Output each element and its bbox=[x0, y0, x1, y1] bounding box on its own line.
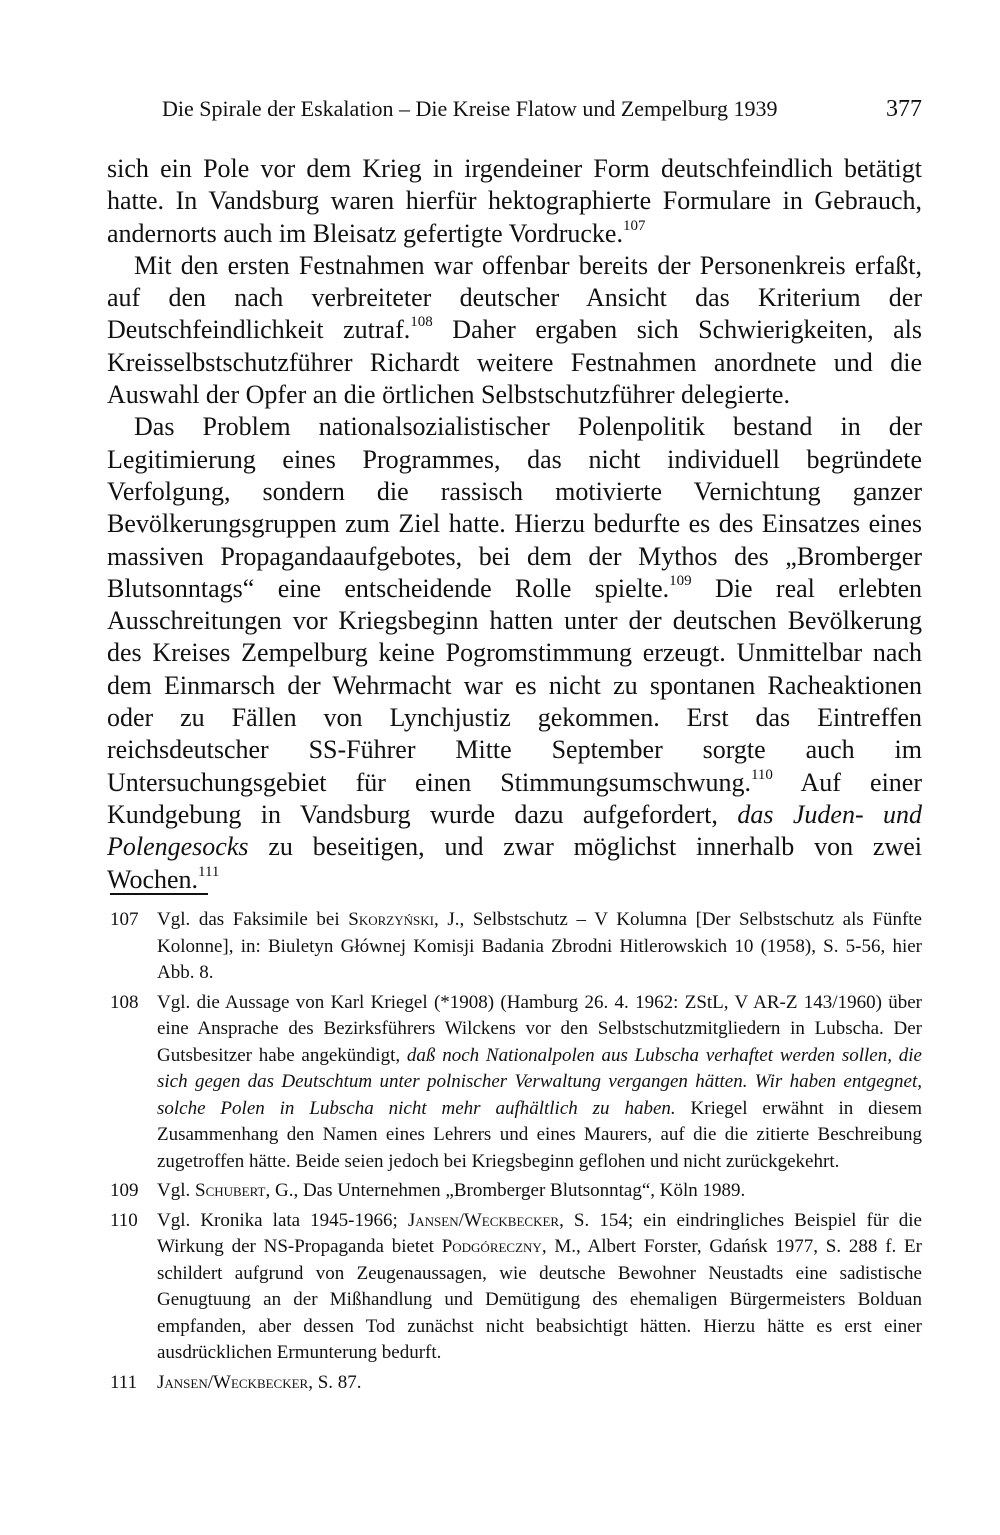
footnote-109 bbox=[110, 1178, 922, 1205]
author-name: Skorzyński bbox=[348, 909, 434, 930]
author-name: Jansen/Weckbecker bbox=[407, 1209, 560, 1231]
text-span: sich ein Pole vor dem Krieg in irgendeiner Form deutschfeindlich betätigt hatte. In Vandsburg waren hierfür hektographierte Formulare in Gebrauch, andernorts auch im Bleisatz gefertigte Vordrucke. bbox=[107, 154, 922, 248]
paragraph-1 bbox=[107, 153, 922, 250]
paragraph-3 bbox=[107, 411, 922, 895]
footnote-text bbox=[157, 1178, 922, 1205]
footnote-number: 109 bbox=[110, 1180, 139, 1201]
footnote-ref-107: 107 bbox=[622, 217, 646, 234]
page-number: 377 bbox=[886, 96, 922, 122]
footnote-number: 110 bbox=[110, 1209, 138, 1231]
text-span: Die real erlebten Ausschreitungen vor Kriegsbeginn hatten unter der deutschen Bevölkerung des Kreises Zempelburg keine Pogromstimmung erzeugt. Unmittelbar nach dem Einmarsch der Wehrmacht war es nicht zu spontanen Racheaktionen oder zu Fällen von Lynchjustiz gekommen. Erst das Eintreffen reichsdeutscher SS-Führer Mitte September sorgte auch im Untersuchungsgebiet für einen Stimmungsumschwung. bbox=[107, 573, 922, 797]
footnote-divider bbox=[110, 893, 208, 895]
page-header bbox=[162, 92, 922, 126]
footnote-ref-110: 110 bbox=[750, 766, 773, 783]
footnote-text bbox=[157, 990, 922, 1176]
text-span: Mit den ersten Festnahmen war offenbar bereits der Personenkreis erfaßt, auf den nach verbreiteter deutscher Ansicht das Kriterium der Deutschfeindlichkeit zutraf. bbox=[107, 250, 922, 345]
footnote-text bbox=[157, 1370, 922, 1397]
footnote-110 bbox=[110, 1208, 922, 1367]
footnote-ref-108: 108 bbox=[410, 314, 433, 331]
text-span: zu beseitigen, und zwar möglichst innerhalb von zwei Wochen. bbox=[107, 832, 922, 894]
footnote-text bbox=[157, 907, 922, 987]
author-name: Podgóreczny bbox=[441, 1236, 542, 1257]
text-span: Vgl. Kronika lata 1945-1966; bbox=[157, 1209, 408, 1231]
main-text bbox=[107, 153, 922, 896]
text-span: Daher ergaben sich Schwierigkeiten, als Kreisselbstschutzführer Richardt weitere Festnahmen anordnete und die Auswahl der Opfer an die örtlichen Selbstschutzführer delegierte. bbox=[107, 315, 922, 410]
author-name: Jansen/Weckbecker bbox=[157, 1371, 309, 1393]
footnote-108 bbox=[110, 990, 922, 1176]
text-span: Vgl. das Faksimile bei bbox=[157, 909, 349, 930]
footnote-ref-111: 111 bbox=[198, 863, 220, 880]
footnote-number: 107 bbox=[110, 909, 139, 930]
footnotes bbox=[110, 907, 922, 1396]
italic-quote: daß noch Nationalpolen aus Lubscha verhaftet werden sollen, die sich gegen das Deutschtum unter polnischer Verwaltung vergangen hätten. Wir haben entgegnet, solche Polen in Lubscha nicht mehr aufhältlich zu haben. bbox=[157, 1044, 922, 1119]
text-span: Kriegel erwähnt in diesem Zusammenhang den Namen eines Lehrers und eines Maurers, auf die die zitierte Beschreibung zugetroffen hätte. Beide seien jedoch bei Kriegsbeginn geflohen und nicht zurückgekehrt. bbox=[157, 1097, 922, 1172]
footnote-number: 111 bbox=[110, 1371, 138, 1393]
text-span: , J., Selbstschutz – V Kolumna [Der Selbstschutz als Fünfte Kolonne], in: Biuletyn Głównej Komisji Badania Zbrodni Hitlerowskich 10 (1958), S. 5-56, hier Abb. 8. bbox=[157, 909, 922, 983]
running-title: Die Spirale der Eskalation – Die Kreise Flatow und Zempelburg 1939 bbox=[162, 96, 778, 121]
footnote-ref-109: 109 bbox=[669, 572, 692, 589]
footnote-111 bbox=[110, 1370, 922, 1397]
footnote-number: 108 bbox=[110, 991, 139, 1013]
italic-quote: das Juden- und Polengesocks bbox=[107, 799, 923, 862]
text-span: , S. 154; ein eindringliches Beispiel für die Wirkung der NS-Propaganda bietet bbox=[157, 1209, 922, 1257]
paragraph-2 bbox=[107, 250, 922, 411]
text-span: Vgl. bbox=[157, 1180, 195, 1201]
text-span: Auf einer Kundgebung in Vandsburg wurde dazu aufgefordert, bbox=[107, 767, 922, 829]
text-span: , M., Albert Forster, Gdańsk 1977, S. 288 f. Er schildert aufgrund von Zeugenaussagen, wie deutsche Bewohner Neustadts eine sadistische Genugtuung an der Mißhandlung und Demütigung des ehemaligen Bürgermeisters Bolduan empfanden, aber dessen Tod zunächst nicht beabsichtigt hätten. Hierzu hätte es erst einer ausdrücklichen Ermunterung bedurft. bbox=[157, 1236, 922, 1363]
footnote-107 bbox=[110, 907, 922, 987]
text-span: , S. 87. bbox=[308, 1371, 362, 1393]
text-span: Das Problem nationalsozialistischer Polenpolitik bestand in der Legitimierung eines Programmes, das nicht individuell begründete Verfolgung, sondern die rassisch motivierte Vernichtung ganzer Bevölkerungsgruppen zum Ziel hatte. Hierzu bedurfte es des Einsatzes eines massiven Propagandaaufgebotes, bei dem der Mythos des „Bromberger Blutsonntags“ eine entscheidende Rolle spielte. bbox=[107, 412, 922, 603]
text-span: Vgl. die Aussage von Karl Kriegel (*1908) (Hamburg 26. 4. 1962: ZStL, V AR-Z 143/1960) über eine Ansprache des Bezirksführers Wilckens vor den Selbstschutzmitgliedern in Lubscha. Der Gutsbesitzer habe angekündigt, bbox=[157, 991, 922, 1066]
text-span: , G., Das Unternehmen „Bromberger Blutsonntag“, Köln 1989. bbox=[265, 1180, 746, 1201]
author-name: Schubert bbox=[195, 1180, 266, 1201]
footnote-text bbox=[157, 1208, 922, 1367]
